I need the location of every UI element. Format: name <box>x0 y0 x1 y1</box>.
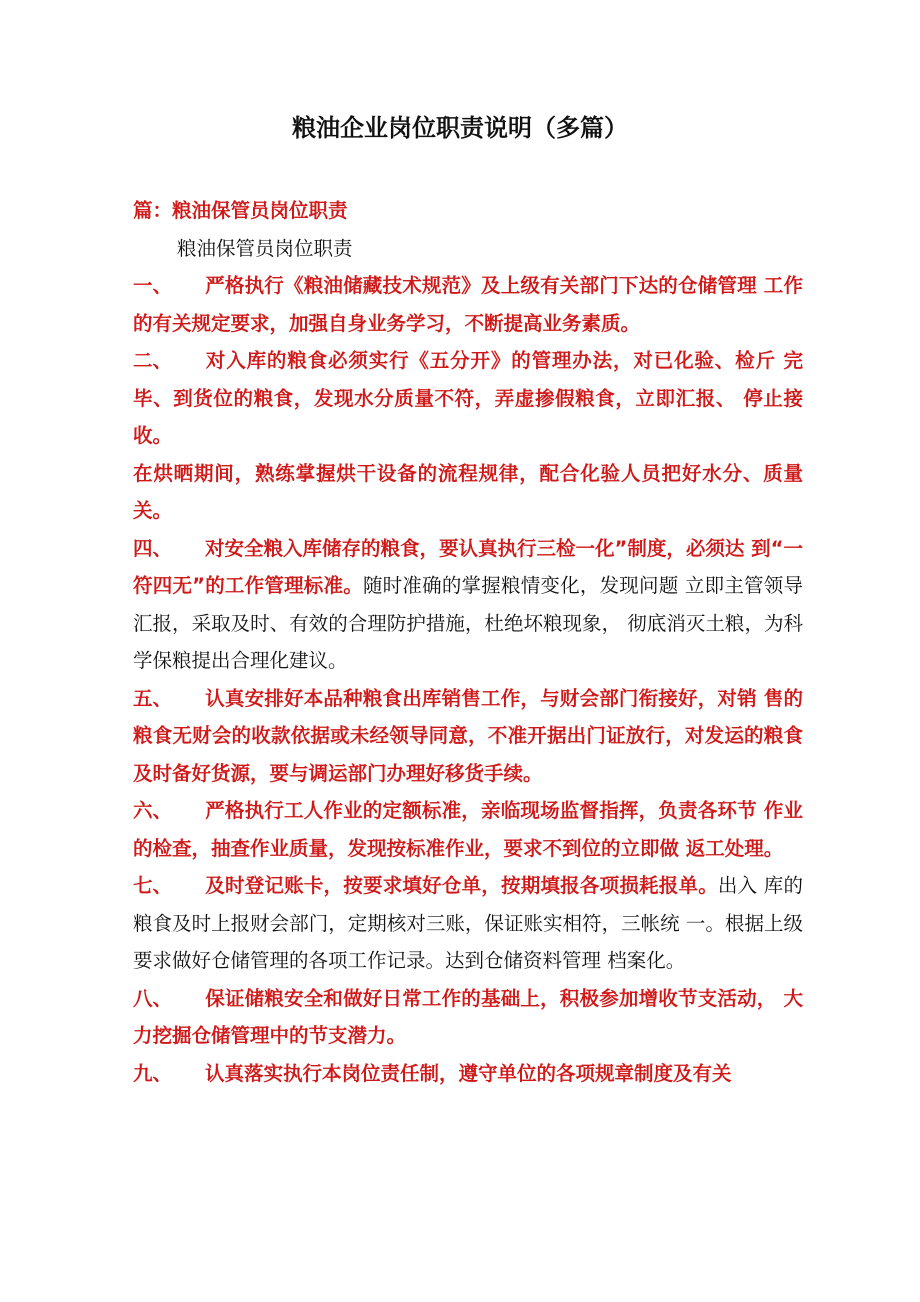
item-text-red: 保证储粮安全和做好日常工作的基础上，积极参加增收节支活动， 大力挖掘仓储管理中的节支潜力。 <box>133 986 803 1047</box>
item-text-red: 认真安排好本品种粮食出库销售工作，与财会部门衔接好，对销 售的粮食无财会的收款依据或未经领导同意，不准开据出门证放行，对发运的粮食及时备好货源，要与调运部门办理好移货手续。 <box>133 686 803 785</box>
section-heading: 篇：粮油保管员岗位职责 <box>133 199 348 222</box>
list-item <box>133 792 803 867</box>
document-body <box>133 192 803 1092</box>
item-number: 七、 <box>133 874 173 897</box>
item-text-red: 认真落实执行本岗位责任制，遵守单位的各项规章制度及有关 <box>205 1061 732 1085</box>
item-number: 二、 <box>133 349 173 372</box>
item-text-red: 在烘晒期间，熟练掌握烘干设备的流程规律，配合化验人员把好水分、质量关。 <box>133 461 803 522</box>
list-item <box>133 267 803 342</box>
item-text-red: 严格执行工人作业的定额标准，亲临现场监督指挥，负责各环节 作业的检查，抽查作业质量，发现按标准作业，要求不到位的立即做 返工处理。 <box>133 799 803 860</box>
list-item <box>133 680 803 793</box>
item-text-black: 出入 库的粮食及时上报财会部门，定期核对三账，保证账实相符，三帐统 一。根据上级要求做好仓储管理的各项工作记录。达到仓储资料管理 档案化。 <box>133 874 803 972</box>
document-title: 粮油企业岗位职责说明（多篇） <box>292 114 628 142</box>
item-text-red: 严格执行《粮油储藏技术规范》及上级有关部门下达的仓储管理 工作的有关规定要求，加强自身业务学习，不断提高业务素质。 <box>133 274 803 335</box>
item-number: 五、 <box>133 686 173 710</box>
item-number: 一、 <box>133 274 173 297</box>
list-item <box>133 455 803 530</box>
list-item <box>133 980 803 1055</box>
item-number: 九、 <box>133 1061 173 1085</box>
item-text-red: 对安全粮入库储存的粮食，要认真执行三检一化”制度，必须达 到“一符四无”的工作管理标准。 <box>133 536 803 597</box>
item-text-red: 及时登记账卡，按要求填好仓单，按期填报各项损耗报单。 <box>205 874 718 897</box>
section-subtitle: 粮油保管员岗位职责 <box>177 236 353 260</box>
item-text-black: 随时准确的掌握粮情变化，发现问题 立即主管领导汇报，采取及时、有效的合理防护措施，杜绝坏粮现象， 彻底消灭土粮，为科学保粮提出合理化建议。 <box>133 574 803 672</box>
list-item <box>133 1055 803 1093</box>
item-number: 四、 <box>133 536 173 560</box>
item-number: 八、 <box>133 986 173 1010</box>
item-text-red: 对入库的粮食必须实行《五分开》的管理办法，对已化验、检斤 完毕、到货位的粮食，发现水分质量不符，弄虚掺假粮食，立即汇报、 停止接收。 <box>133 349 803 447</box>
item-number: 六、 <box>133 799 173 822</box>
list-item <box>133 342 803 455</box>
list-item <box>133 867 803 980</box>
list-item <box>133 530 803 680</box>
